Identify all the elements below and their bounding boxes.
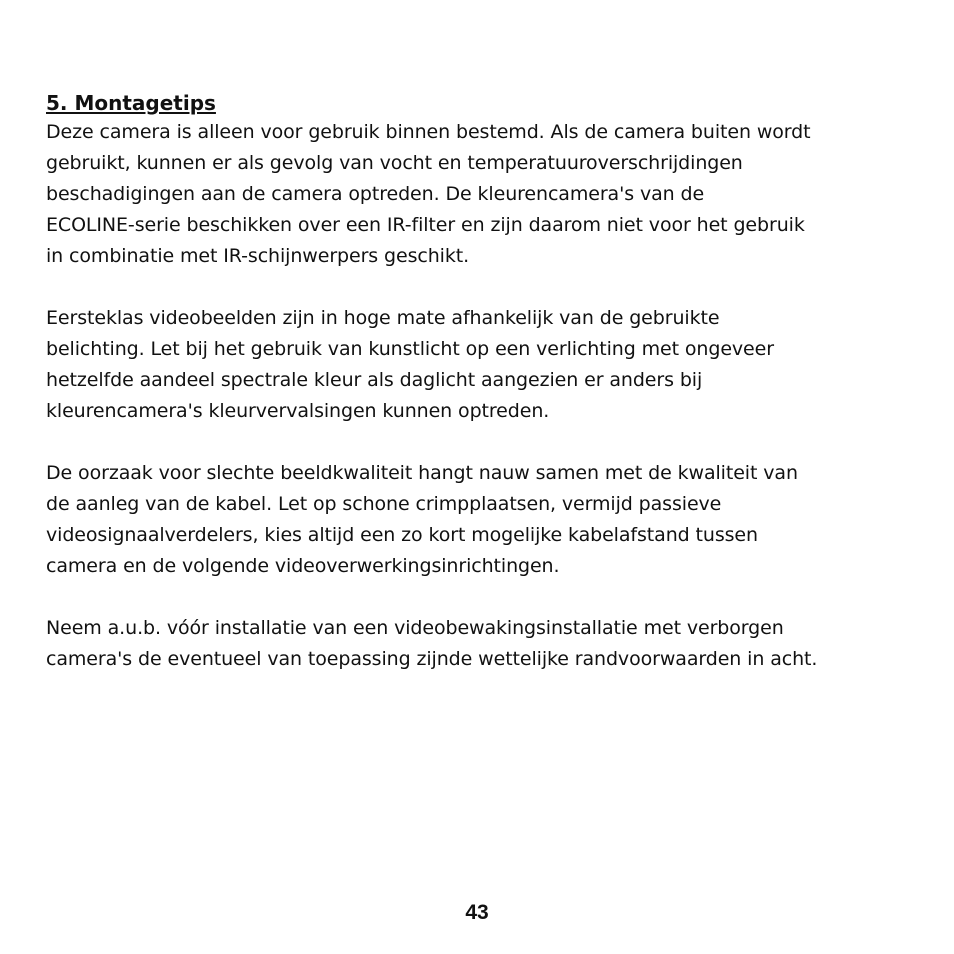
text-line: de aanleg van de kabel. Let op schone crimpplaatsen, vermijd passieve (46, 493, 722, 515)
text-line: Neem a.u.b. vóór installatie van een videobewakingsinstallatie met verborgen (46, 617, 784, 639)
text-line: hetzelfde aandeel spectrale kleur als daglicht aangezien er anders bij (46, 369, 703, 391)
paragraph-cabling (46, 458, 921, 582)
page-number: 43 (465, 901, 489, 924)
text-line: kleurencamera's kleurvervalsingen kunnen optreden. (46, 400, 550, 422)
text-line: camera en de volgende videoverwerkingsinrichtingen. (46, 555, 560, 577)
text-line: videosignaalverdelers, kies altijd een zo kort mogelijke kabelafstand tussen (46, 524, 758, 546)
text-line: camera's de eventueel van toepassing zijnde wettelijke randvoorwaarden in acht. (46, 648, 818, 670)
text-line: belichting. Let bij het gebruik van kunstlicht op een verlichting met ongeveer (46, 338, 774, 360)
text-line: Deze camera is alleen voor gebruik binnen bestemd. Als de camera buiten wordt (46, 121, 811, 143)
document-page (46, 89, 921, 706)
text-line: beschadigingen aan de camera optreden. De kleurencamera's van de (46, 183, 705, 205)
paragraph-legal (46, 613, 921, 675)
section-heading: 5. Montagetips (46, 91, 216, 115)
text-line: Eersteklas videobeelden zijn in hoge mate afhankelijk van de gebruikte (46, 307, 720, 329)
text-line: gebruikt, kunnen er als gevolg van vocht en temperatuuroverschrijdingen (46, 152, 743, 174)
text-line: ECOLINE-serie beschikken over een IR-filter en zijn daarom niet voor het gebruik (46, 214, 805, 236)
text-line: in combinatie met IR-schijnwerpers geschikt. (46, 245, 470, 267)
paragraph-indoor-use (46, 117, 921, 272)
paragraph-lighting (46, 303, 921, 427)
text-line: De oorzaak voor slechte beeldkwaliteit hangt nauw samen met de kwaliteit van (46, 462, 798, 484)
